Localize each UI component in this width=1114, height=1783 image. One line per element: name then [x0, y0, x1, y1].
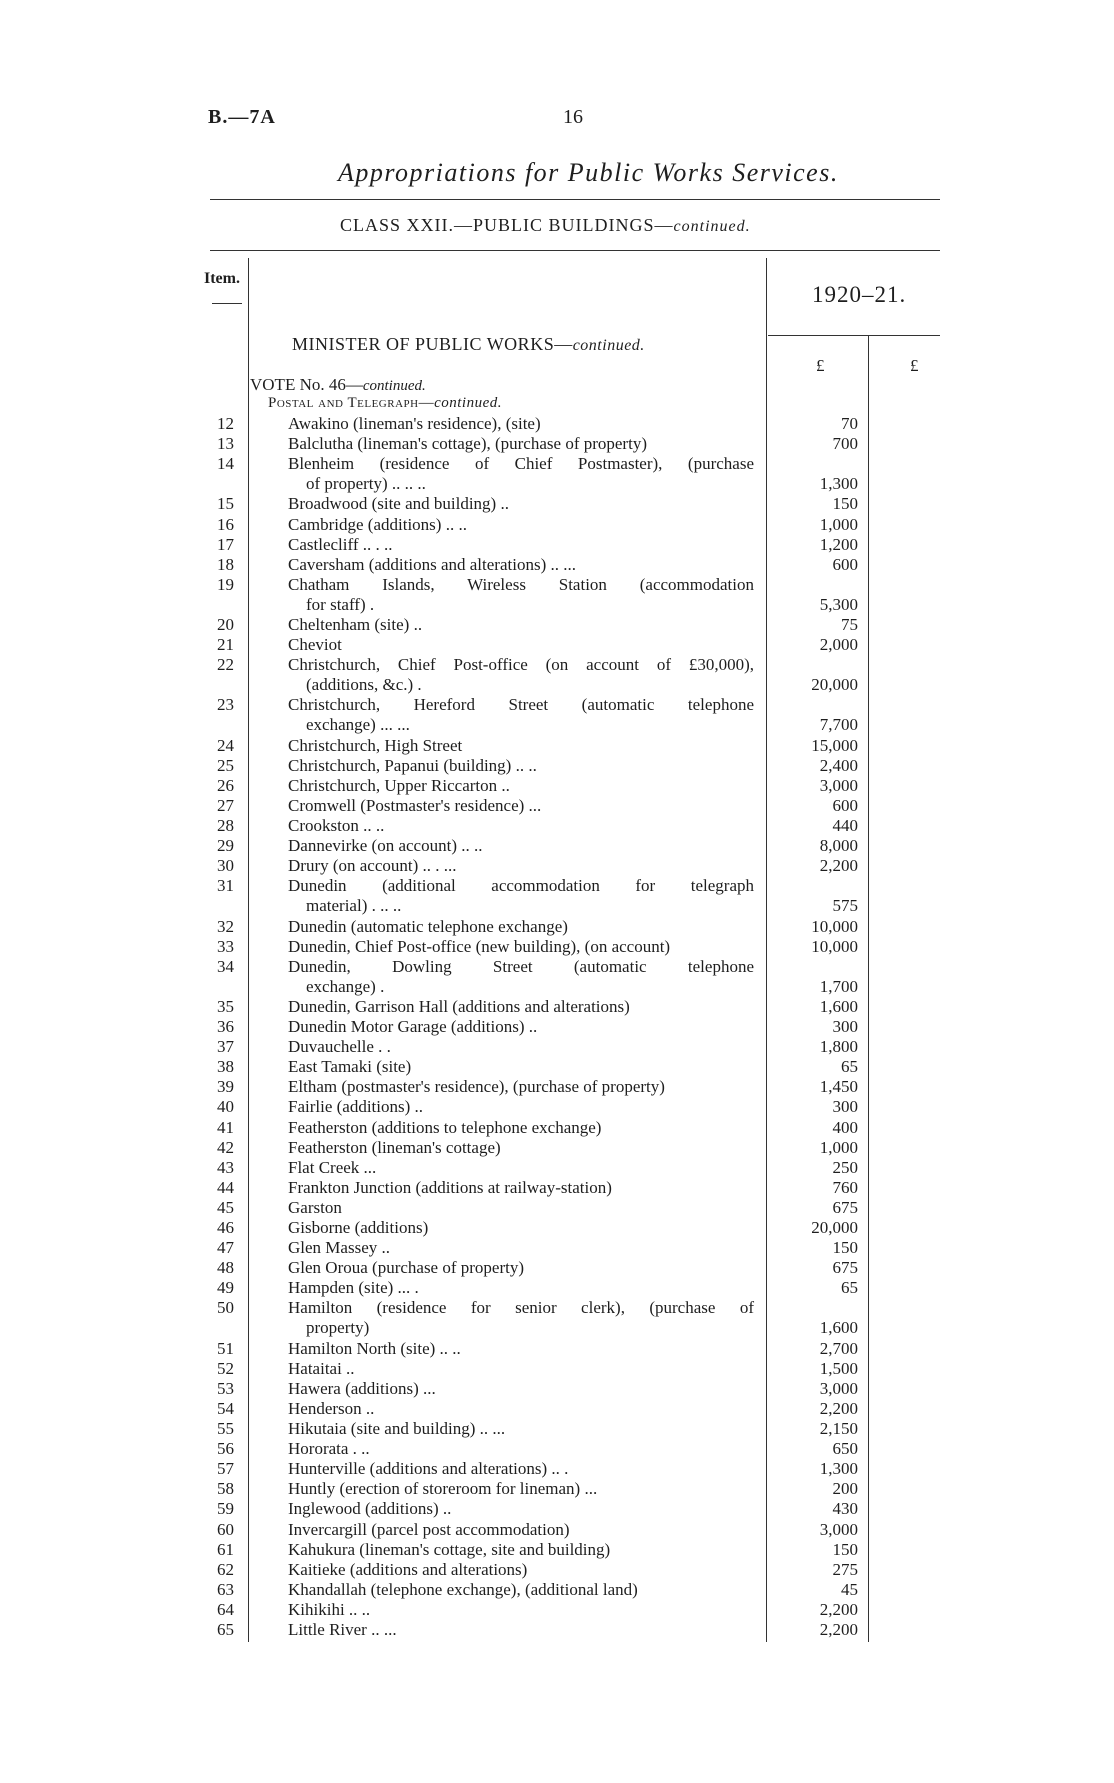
year-header-rule	[768, 335, 940, 336]
minister-heading-text: MINISTER OF PUBLIC WORKS—	[292, 334, 573, 354]
item-number: 55	[217, 1419, 234, 1438]
minister-heading-suffix: continued.	[572, 337, 645, 354]
description-line: Dannevirke (on account) .. ..	[288, 836, 483, 856]
page-number: 16	[563, 106, 583, 128]
item-description	[288, 1359, 754, 1379]
item-description	[288, 1278, 754, 1298]
description-line: Kihikihi .. ..	[288, 1599, 371, 1619]
item-number: 38	[217, 1057, 234, 1077]
item-description	[288, 796, 754, 816]
description-line: Hikutaia (site and building) .. ...	[288, 1419, 506, 1438]
description-line: Awakino (lineman's residence), (site)	[288, 414, 541, 433]
item-amount: 1,300	[819, 1459, 858, 1479]
item-column-divider	[248, 258, 249, 1642]
minister-heading	[292, 334, 645, 355]
description-line: East Tamaki (site)	[288, 1057, 412, 1077]
description-line: Hunterville (additions and alterations) .. .	[288, 1459, 569, 1479]
item-amount: 45	[841, 1579, 858, 1599]
item-number: 49	[217, 1278, 234, 1298]
section-heading-text: Postal and Telegraph—	[268, 395, 435, 411]
description-line: Caversham (additions and alterations) .. ...	[288, 554, 576, 574]
item-number: 12	[217, 414, 234, 433]
description-line: Christchurch, Upper Riccarton ..	[288, 775, 510, 795]
item-amount: 3,000	[819, 775, 858, 795]
description-line: Dunedin, Chief Post-office (new building), (on account)	[288, 936, 671, 956]
description-line: Little River .. ...	[288, 1620, 397, 1639]
item-amount: 75	[841, 615, 858, 634]
item-description	[288, 1138, 754, 1158]
description-line: Fairlie (additions) ..	[288, 1097, 424, 1117]
description-line: Dunedin, Dowling Street (automatic telephone	[288, 956, 754, 976]
item-number: 61	[217, 1539, 234, 1559]
item-number: 20	[217, 615, 234, 634]
item-description	[288, 1379, 754, 1399]
item-description	[288, 1399, 754, 1419]
item-amount: 1,500	[819, 1358, 858, 1378]
item-amount: 15,000	[811, 735, 858, 755]
item-description	[288, 856, 754, 876]
item-description	[288, 1479, 754, 1499]
item-amount: 440	[832, 816, 858, 835]
item-column-header: Item.	[204, 270, 240, 287]
item-description	[288, 1077, 754, 1097]
description-line: Chatham Islands, Wireless Station (accommodation	[288, 574, 754, 594]
description-line: Henderson ..	[288, 1398, 375, 1418]
item-number: 23	[217, 695, 234, 715]
item-number: 24	[217, 735, 234, 755]
item-number: 16	[217, 514, 234, 534]
item-number: 19	[217, 574, 234, 594]
item-description	[288, 1037, 754, 1057]
item-number: 45	[217, 1197, 234, 1217]
item-description	[288, 1298, 754, 1338]
description-line: Hampden (site) ... .	[288, 1278, 419, 1298]
description-line: Flat Creek ...	[288, 1157, 377, 1177]
item-description	[288, 776, 754, 796]
item-number: 39	[217, 1077, 234, 1097]
item-amount: 650	[832, 1439, 858, 1459]
item-description	[288, 1520, 754, 1540]
item-number: 36	[217, 1017, 234, 1036]
item-amount: 20,000	[811, 1218, 858, 1237]
item-amount: 400	[832, 1117, 858, 1137]
item-amount: 2,150	[819, 1419, 858, 1438]
item-amount: 3,000	[819, 1519, 858, 1539]
title-rule	[210, 199, 940, 200]
item-amount: 675	[832, 1258, 858, 1278]
item-number: 30	[217, 856, 234, 876]
item-number: 22	[217, 655, 234, 675]
item-description	[288, 1218, 754, 1238]
item-amount: 150	[832, 494, 858, 514]
item-number: 63	[217, 1579, 234, 1599]
item-number: 42	[217, 1137, 234, 1157]
item-description	[288, 876, 754, 916]
description-continuation: (additions, &c.) .	[306, 675, 422, 695]
description-line: Christchurch, High Street	[288, 735, 463, 755]
item-description	[288, 1057, 754, 1077]
item-amount: 2,200	[819, 1620, 858, 1639]
item-number: 34	[217, 956, 234, 976]
item-description	[288, 1198, 754, 1218]
description-continuation: of property) .. .. ..	[306, 474, 426, 494]
description-line: Featherston (lineman's cottage)	[288, 1137, 501, 1157]
item-amount: 1,600	[819, 1318, 858, 1338]
description-line: Hamilton North (site) .. ..	[288, 1338, 461, 1358]
vote-heading-text: VOTE No. 46—	[250, 375, 363, 394]
item-amount: 150	[832, 1238, 858, 1258]
item-amount: 1,000	[819, 514, 858, 534]
description-line: Kaitieke (additions and alterations)	[288, 1559, 528, 1579]
pound-symbol-amount: £	[816, 356, 825, 375]
item-number: 31	[217, 876, 234, 896]
description-continuation: exchange) .	[306, 976, 385, 996]
item-description	[288, 1499, 754, 1519]
table-top-rule	[210, 250, 940, 251]
item-amount: 2,000	[819, 635, 858, 655]
item-number: 57	[217, 1459, 234, 1479]
item-description	[288, 1580, 754, 1600]
item-number: 17	[217, 534, 234, 554]
section-heading	[268, 395, 502, 412]
document-reference: B.—7A	[208, 106, 276, 128]
item-description	[288, 836, 754, 856]
description-line: Inglewood (additions) ..	[288, 1499, 452, 1519]
item-amount: 1,700	[819, 976, 858, 996]
pound-symbol-total: £	[910, 356, 919, 375]
item-amount: 10,000	[811, 916, 858, 936]
item-number: 41	[217, 1117, 234, 1137]
item-description	[288, 756, 754, 776]
item-amount: 200	[832, 1479, 858, 1499]
item-description	[288, 535, 754, 555]
class-heading-suffix: continued.	[673, 218, 751, 235]
description-line: Gisborne (additions)	[288, 1218, 429, 1237]
item-amount: 1,800	[819, 1037, 858, 1057]
item-description	[288, 515, 754, 535]
item-number: 59	[217, 1499, 234, 1519]
item-number: 33	[217, 936, 234, 956]
item-number: 26	[217, 775, 234, 795]
item-amount: 300	[832, 1017, 858, 1036]
description-line: Hororata . ..	[288, 1439, 370, 1459]
item-amount: 2,200	[819, 1398, 858, 1418]
item-amount: 300	[832, 1097, 858, 1117]
item-description	[288, 1459, 754, 1479]
item-amount: 70	[841, 414, 858, 433]
item-description	[288, 655, 754, 695]
item-description	[288, 997, 754, 1017]
description-line: Blenheim (residence of Chief Postmaster), (purchase	[288, 454, 754, 474]
item-number: 35	[217, 996, 234, 1016]
item-number: 43	[217, 1157, 234, 1177]
item-number: 40	[217, 1097, 234, 1117]
description-line: Khandallah (telephone exchange), (additional land)	[288, 1579, 638, 1599]
item-description	[288, 575, 754, 615]
item-description	[288, 635, 754, 655]
description-line: Cromwell (Postmaster's residence) ...	[288, 795, 542, 815]
description-line: Huntly (erection of storeroom for lineman) ...	[288, 1479, 598, 1499]
item-amount: 150	[832, 1539, 858, 1559]
item-number: 62	[217, 1559, 234, 1579]
description-line: Christchurch, Papanui (building) .. ..	[288, 755, 537, 775]
description-line: Christchurch, Chief Post-office (on account of £30,000),	[288, 655, 754, 675]
description-line: Cheltenham (site) ..	[288, 615, 423, 634]
item-amount: 600	[832, 554, 858, 574]
item-number: 53	[217, 1378, 234, 1398]
description-line: Eltham (postmaster's residence), (purchase of property)	[288, 1077, 665, 1097]
item-description	[288, 1178, 754, 1198]
item-description	[288, 1158, 754, 1178]
item-amount: 2,700	[819, 1338, 858, 1358]
section-heading-suffix: continued.	[434, 395, 502, 411]
item-amount: 430	[832, 1499, 858, 1519]
item-number: 25	[217, 755, 234, 775]
description-line: Christchurch, Hereford Street (automatic telephone	[288, 695, 754, 715]
item-amount: 1,450	[819, 1077, 858, 1097]
item-number: 21	[217, 635, 234, 655]
item-number: 48	[217, 1258, 234, 1278]
item-amount: 760	[832, 1177, 858, 1197]
item-description	[288, 1439, 754, 1459]
item-amount: 700	[832, 434, 858, 454]
item-description	[288, 434, 754, 454]
description-line: Kahukura (lineman's cottage, site and building)	[288, 1539, 611, 1559]
page-title: Appropriations for Public Works Services.	[338, 158, 839, 187]
item-amount: 8,000	[819, 836, 858, 856]
item-amount: 1,300	[819, 474, 858, 494]
description-line: Castlecliff .. . ..	[288, 534, 393, 554]
item-number: 50	[217, 1298, 234, 1318]
item-description	[288, 937, 754, 957]
item-amount: 3,000	[819, 1378, 858, 1398]
description-continuation: for staff) .	[306, 594, 375, 614]
item-description	[288, 1339, 754, 1359]
description-line: Drury (on account) .. . ...	[288, 856, 457, 876]
item-number: 37	[217, 1037, 234, 1057]
item-amount: 600	[832, 795, 858, 815]
description-line: Dunedin Motor Garage (additions) ..	[288, 1017, 538, 1036]
description-line: Hamilton (residence for senior clerk), (purchase of	[288, 1298, 754, 1318]
year-column-header: 1920–21.	[812, 282, 907, 307]
description-line: Garston	[288, 1197, 342, 1217]
item-description	[288, 957, 754, 997]
description-line: Crookston .. ..	[288, 816, 385, 835]
item-amount: 1,000	[819, 1137, 858, 1157]
item-amount: 675	[832, 1197, 858, 1217]
item-number: 56	[217, 1439, 234, 1459]
description-line: Broadwood (site and building) ..	[288, 494, 509, 514]
description-line: Hataitai ..	[288, 1358, 355, 1378]
item-number: 47	[217, 1238, 234, 1258]
item-amount: 2,400	[819, 755, 858, 775]
class-heading	[340, 215, 751, 236]
item-amount: 575	[832, 896, 858, 916]
item-number: 14	[217, 454, 234, 474]
description-line: Duvauchelle . .	[288, 1037, 391, 1057]
item-description	[288, 816, 754, 836]
item-number: 58	[217, 1479, 234, 1499]
item-number: 46	[217, 1218, 234, 1237]
item-description	[288, 1419, 754, 1439]
class-heading-text: CLASS XXII.—PUBLIC BUILDINGS—	[340, 215, 674, 235]
item-amount: 65	[841, 1278, 858, 1298]
item-description	[288, 1118, 754, 1138]
item-number: 64	[217, 1599, 234, 1619]
item-amount: 2,200	[819, 856, 858, 876]
item-amount: 20,000	[811, 675, 858, 695]
item-number: 27	[217, 795, 234, 815]
item-amount: 5,300	[819, 594, 858, 614]
item-amount: 10,000	[811, 936, 858, 956]
item-amount: 275	[832, 1559, 858, 1579]
item-description	[288, 1238, 754, 1258]
description-line: Glen Oroua (purchase of property)	[288, 1258, 525, 1278]
item-description	[288, 615, 754, 635]
item-number: 13	[217, 434, 234, 454]
description-line: Featherston (additions to telephone exchange)	[288, 1117, 602, 1137]
description-line: Cheviot	[288, 635, 342, 655]
description-line: Invercargill (parcel post accommodation)	[288, 1519, 570, 1539]
item-description	[288, 1097, 754, 1117]
item-description	[288, 736, 754, 756]
item-description	[288, 917, 754, 937]
item-number: 52	[217, 1358, 234, 1378]
description-line: Cambridge (additions) .. ..	[288, 514, 467, 534]
description-line: Balclutha (lineman's cottage), (purchase of property)	[288, 434, 647, 454]
item-amount: 1,600	[819, 996, 858, 1016]
item-number: 54	[217, 1398, 234, 1418]
item-number: 51	[217, 1338, 234, 1358]
item-description	[288, 555, 754, 575]
item-number: 32	[217, 916, 234, 936]
description-line: Glen Massey ..	[288, 1238, 390, 1258]
item-description	[288, 414, 754, 434]
description-line: Hawera (additions) ...	[288, 1378, 436, 1398]
item-description	[288, 1540, 754, 1560]
item-number: 65	[217, 1620, 234, 1639]
item-description	[288, 1017, 754, 1037]
item-number: 29	[217, 836, 234, 856]
item-number: 60	[217, 1519, 234, 1539]
item-number: 28	[217, 816, 234, 835]
description-line: Dunedin (automatic telephone exchange)	[288, 916, 568, 936]
description-continuation: property)	[306, 1318, 370, 1338]
item-description	[288, 1600, 754, 1620]
description-line: Dunedin (additional accommodation for telegraph	[288, 876, 754, 896]
amount-column-divider	[868, 336, 869, 1642]
item-amount: 2,200	[819, 1599, 858, 1619]
item-description	[288, 454, 754, 494]
item-number: 18	[217, 554, 234, 574]
item-description	[288, 695, 754, 735]
vote-heading-suffix: continued.	[362, 378, 426, 394]
item-amount: 7,700	[819, 715, 858, 735]
vote-heading	[250, 375, 426, 395]
item-header-rule	[212, 303, 242, 304]
item-description	[288, 1620, 754, 1640]
description-continuation: exchange) ... ...	[306, 715, 410, 735]
description-column-divider	[766, 258, 767, 1642]
item-number: 15	[217, 494, 234, 514]
item-amount: 65	[841, 1057, 858, 1077]
item-number: 44	[217, 1177, 234, 1197]
description-line: Dunedin, Garrison Hall (additions and alterations)	[288, 996, 630, 1016]
item-description	[288, 1258, 754, 1278]
item-description	[288, 494, 754, 514]
item-amount: 1,200	[819, 534, 858, 554]
description-line: Frankton Junction (additions at railway-station)	[288, 1177, 612, 1197]
item-amount: 250	[832, 1157, 858, 1177]
item-description	[288, 1560, 754, 1580]
description-continuation: material) . .. ..	[306, 896, 402, 916]
